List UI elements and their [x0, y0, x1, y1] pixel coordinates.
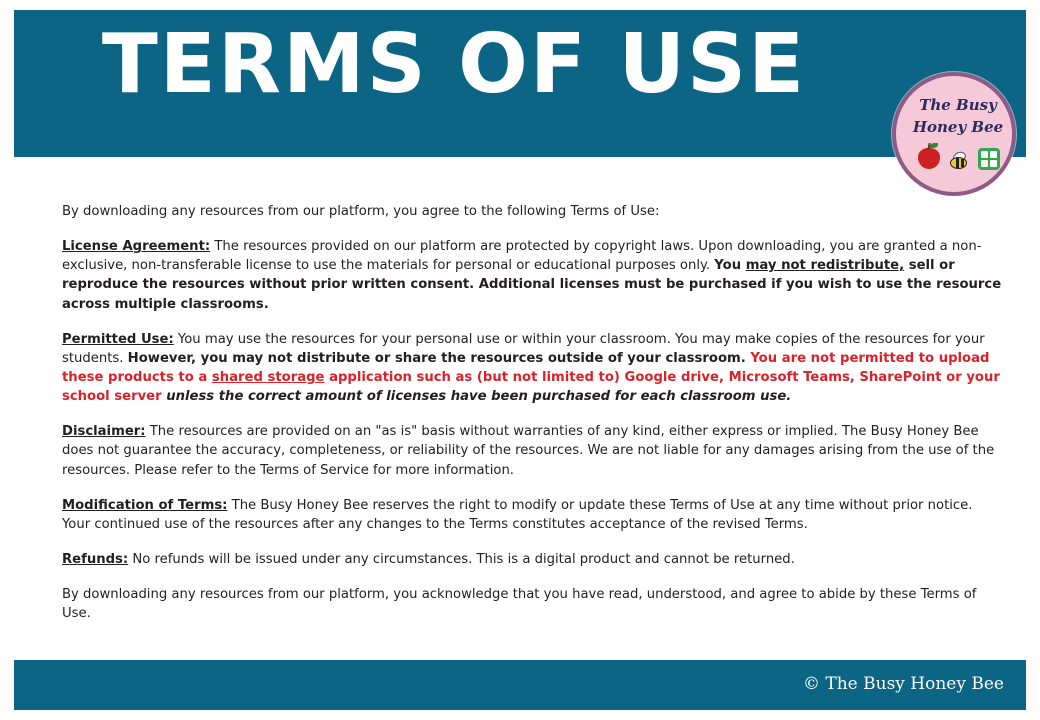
header-banner	[14, 10, 1026, 157]
section-red-permitted-1: You are not permitted to upload these products to a	[62, 350, 990, 385]
grid-icon	[978, 148, 1000, 170]
section-heading-refunds: Refunds:	[62, 551, 129, 567]
bee-icon	[946, 154, 970, 170]
section-bold-license-2: sell or reproduce the resources without prior written consent. Additional licenses must be purchased if you wish to use the resource across multiple classrooms.	[62, 258, 1002, 312]
closing-text: By downloading any resources from our platform, you acknowledge that you have read, understood, and agree to abide by these Terms of Use.	[62, 587, 977, 622]
footer-copyright: © The Busy Honey Bee	[802, 674, 1004, 694]
section-bold-underline-license: may not redistribute,	[745, 258, 905, 274]
bee-body-shape	[950, 157, 967, 169]
section-bold-license-1: You	[714, 258, 746, 274]
section-heading-permitted: Permitted Use:	[62, 331, 174, 347]
section-refunds	[62, 550, 1002, 569]
terms-of-use-slide	[14, 10, 1026, 710]
section-heading-modification: Modification of Terms:	[62, 497, 228, 513]
section-text-refunds: No refunds will be issued under any circumstances. This is a digital product and cannot be returned.	[128, 551, 795, 567]
section-heading-license: License Agreement:	[62, 239, 211, 255]
grid-cell	[981, 151, 988, 158]
section-text-disclaimer: The resources are provided on an "as is" basis without warranties of any kind, either express or implied. The Busy Honey Bee does not guarantee the accuracy, completeness, or reliability of the resources. We are not liable for any damages arising from the use of the resources. Please refer to the Terms of Service for more information.	[62, 424, 995, 478]
apple-icon	[918, 148, 940, 169]
intro-text: By downloading any resources from our platform, you agree to the following Terms of Use:	[62, 204, 660, 219]
footer-banner	[14, 660, 1026, 710]
section-permitted-use	[62, 330, 1002, 407]
grid-cell	[990, 160, 997, 167]
grid-cell	[990, 151, 997, 158]
closing-paragraph	[62, 585, 1002, 623]
logo-badge	[892, 72, 1016, 196]
terms-content	[62, 202, 1002, 623]
logo-line-2: Honey Bee	[912, 118, 1004, 136]
intro-paragraph	[62, 202, 1002, 221]
section-red-permitted-2: application such as (but not limited to) Google drive, Microsoft Teams, SharePoint or your school server	[62, 369, 1000, 405]
section-text-license-1: The resources provided on our platform are protected by copyright laws. Upon downloading, you are granted a non-exclusive, non-transferable license to use the materials for personal or educational purposes only.	[62, 239, 982, 274]
grid-cell	[981, 160, 988, 167]
section-text-permitted-1: You may use the resources for your personal use or within your classroom. You may make copies of the resources for your students.	[62, 331, 985, 366]
section-heading-disclaimer: Disclaimer:	[62, 424, 146, 440]
section-red-underline-permitted: shared storage	[211, 369, 325, 385]
bee-stripe-shape	[956, 158, 959, 168]
section-text-modification: The Busy Honey Bee reserves the right to modify or update these Terms of Use at any time without prior notice. Your continued use of the resources after any changes to the Terms constitutes acceptance of the revised Terms.	[62, 497, 973, 532]
section-disclaimer	[62, 422, 1002, 479]
section-bold-permitted-1: However, you may not distribute or share the resources outside of your classroom.	[127, 350, 751, 366]
bee-stripe-shape	[961, 159, 964, 167]
section-modification-of-terms	[62, 496, 1002, 534]
page-title: TERMS OF USE	[101, 17, 807, 112]
section-license-agreement	[62, 237, 1002, 314]
section-italic-permitted: unless the correct amount of licenses have been purchased for each classroom use.	[166, 389, 792, 405]
logo-line-1: The Busy	[919, 96, 997, 114]
